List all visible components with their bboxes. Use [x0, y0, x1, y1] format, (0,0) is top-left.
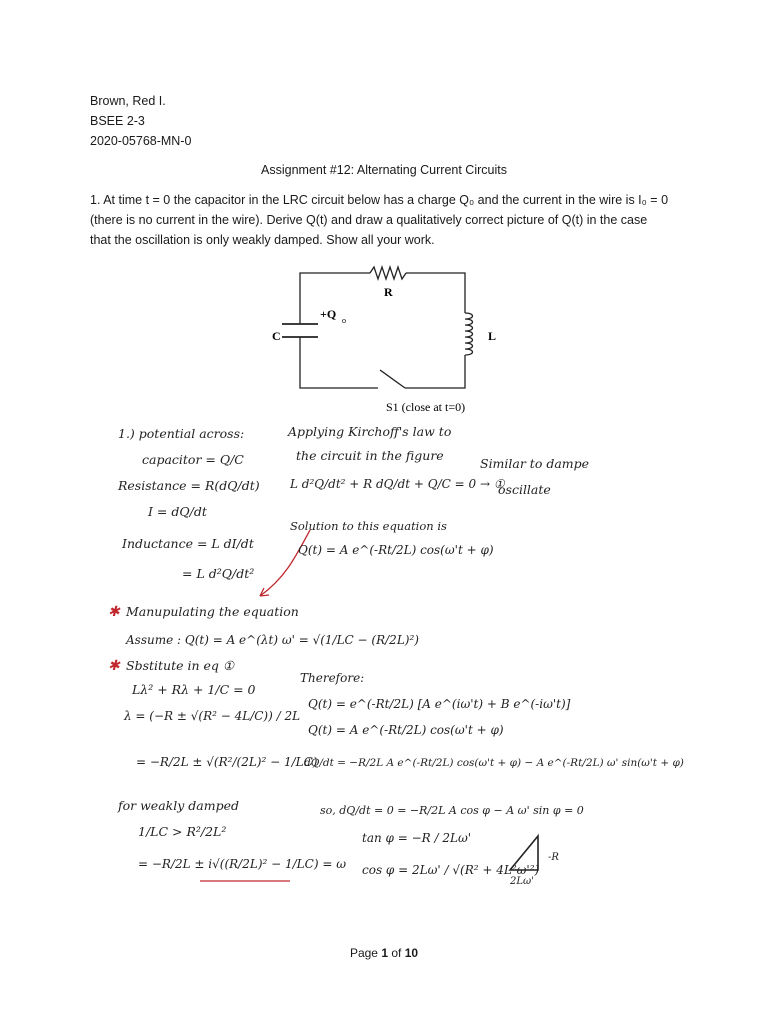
footer-of: of [388, 946, 405, 960]
hw-manip-line: = −R/2L ± √(R²/(2L)² − 1/LC) [136, 755, 318, 769]
hw-manip-line: Lλ² + Rλ + 1/C = 0 [132, 682, 256, 697]
triangle-label-opposite: -R [548, 852, 559, 863]
star-icon: ✱ [108, 658, 120, 674]
problem-statement: 1. At time t = 0 the capacitor in the LRC circuit below has a charge Q₀ and the current in the wire is I₀ = 0 (there is no current in the wire). Derive Q(t) and draw a qualitatively correct picture of Q(t) in the case that the oscillation is only weakly damped. Show all your work. [90, 193, 669, 247]
hw-mid-line: the circuit in the figure [296, 448, 444, 463]
student-name: Brown, Red I. [90, 94, 166, 108]
resistor-zigzag [370, 267, 406, 279]
hw-therefore-line: tan φ = −R / 2Lω' [362, 831, 472, 845]
hw-manip-line: Manupulating the equation [126, 604, 299, 619]
hw-mid-line: Applying Kirchoff's law to [288, 424, 452, 439]
student-id: 2020-05768-MN-0 [90, 134, 192, 148]
hw-therefore-line: Q(t) = e^(-Rt/2L) [A e^(iω't) + B e^(-iω't)] [308, 697, 571, 711]
total-page-count: 10 [404, 946, 419, 960]
charge-subscript: o [342, 316, 346, 325]
switch-label: S1 (close at t=0) [386, 400, 466, 414]
hw-left-line: capacitor = Q/C [142, 452, 244, 467]
resistor-label: R [384, 285, 393, 299]
footer-prefix: Page [349, 946, 382, 960]
hw-mid-line: Q(t) = A e^(-Rt/2L) cos(ω't + φ) [298, 543, 494, 557]
hw-manip-line: 1/LC > R²/2L² [138, 824, 227, 839]
hw-mid-line: L d²Q/dt² + R dQ/dt + Q/C = 0 → ① [290, 477, 505, 491]
hw-therefore-line: Therefore: [300, 671, 365, 685]
inductor-coil [465, 313, 473, 355]
hw-manip-line: Sbstitute in eq ① [126, 658, 235, 673]
triangle-sketch [509, 836, 559, 887]
capacitor-label: C [272, 329, 281, 343]
hw-therefore-line: Q(t) = A e^(-Rt/2L) cos(ω't + φ) [308, 723, 504, 737]
current-page-number: 1 [381, 946, 388, 960]
hw-therefore-line: cos φ = 2Lω' / √(R² + 4L²ω'²) [362, 863, 540, 877]
triangle-label-adjacent: 2Lω' [510, 876, 534, 887]
inductor-label: L [488, 329, 497, 343]
star-icon: ✱ [108, 604, 120, 620]
lrc-circuit-diagram [260, 258, 520, 418]
hw-therefore-line: dQ/dt = −R/2L A e^(-Rt/2L) cos(ω't + φ) − A e^(-Rt/2L) ω' sin(ω't + φ) [304, 757, 684, 769]
charge-label: +Q [320, 307, 337, 321]
hw-note-line: oscillate [498, 482, 551, 497]
hw-mid-line: Solution to this equation is [290, 519, 447, 533]
hw-left-line: Resistance = R(dQ/dt) [118, 478, 260, 493]
hw-left-line: I = dQ/dt [148, 504, 207, 519]
hw-manip-line: Assume : Q(t) = A e^(λt) ω' = √(1/LC − (R/2L)²) [126, 633, 419, 647]
hw-left-line: = L d²Q/dt² [182, 566, 255, 581]
hw-left-line: 1.) potential across: [118, 426, 245, 441]
student-section: BSEE 2-3 [90, 114, 145, 128]
hw-note-line: Similar to dampe [480, 456, 590, 471]
switch-blade [380, 370, 405, 388]
red-arrow-icon [260, 530, 310, 596]
hw-left-line: Inductance = L dI/dt [122, 536, 254, 551]
hw-therefore-line: so, dQ/dt = 0 = −R/2L A cos φ − A ω' sin φ = 0 [320, 804, 584, 817]
hw-manip-line: = −R/2L ± i√((R/2L)² − 1/LC) = ω [138, 857, 346, 871]
hw-manip-line: λ = (−R ± √(R² − 4L/C)) / 2L [124, 709, 301, 723]
assignment-title: Assignment #12: Alternating Current Circuits [261, 163, 507, 177]
hw-manip-line: for weakly damped [118, 798, 239, 813]
handwritten-solution [100, 418, 690, 888]
page-footer [0, 946, 768, 960]
